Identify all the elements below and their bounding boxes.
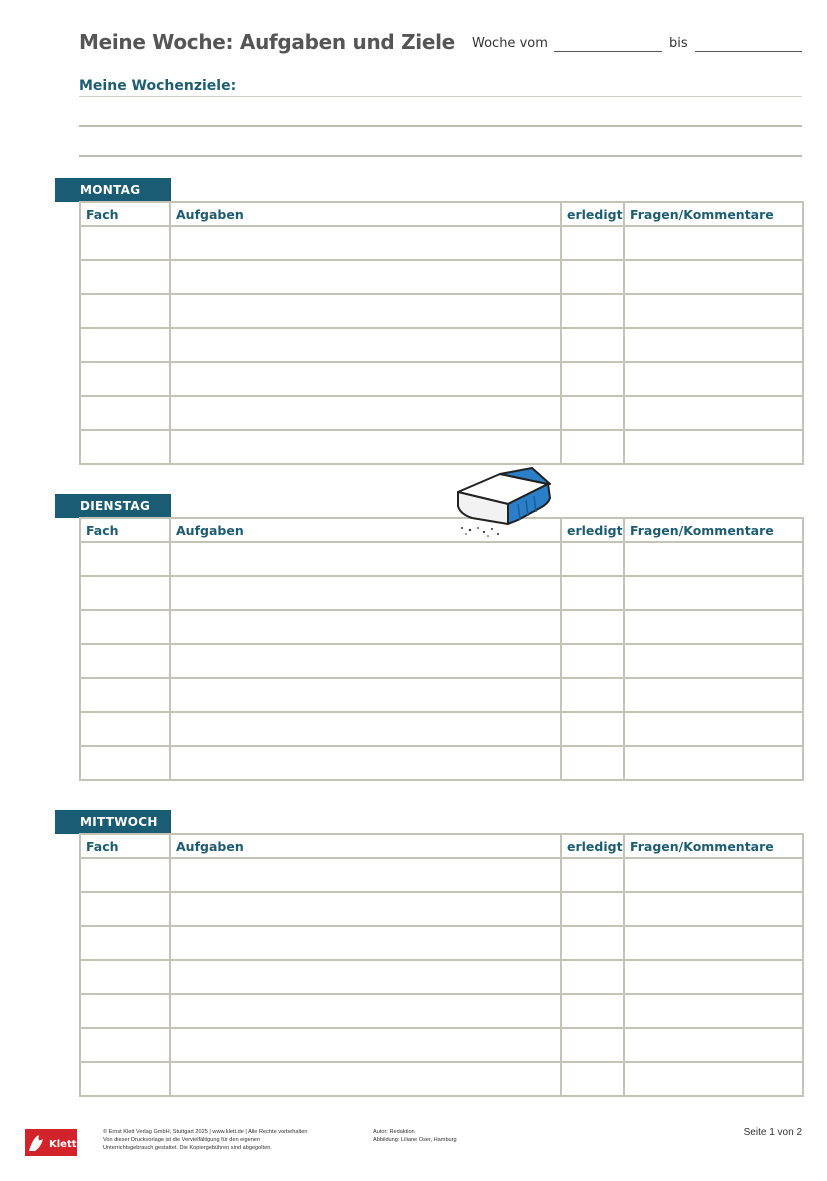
cell-aufgaben[interactable] — [170, 960, 561, 994]
cell-fach[interactable] — [80, 362, 170, 396]
cell-fach[interactable] — [80, 746, 170, 780]
goals-line-3[interactable] — [79, 155, 802, 157]
column-header-kommentare: Fragen/Kommentare — [624, 834, 803, 858]
week-to-label: bis — [669, 36, 688, 51]
cell-fach[interactable] — [80, 226, 170, 260]
table-row — [80, 1062, 803, 1096]
cell-aufgaben[interactable] — [170, 430, 561, 464]
table-row — [80, 960, 803, 994]
cell-fach[interactable] — [80, 858, 170, 892]
table-row — [80, 858, 803, 892]
table-row — [80, 644, 803, 678]
table-row — [80, 362, 803, 396]
column-header-erledigt: erledigt — [561, 834, 624, 858]
goals-line-1[interactable] — [79, 96, 802, 97]
column-header-kommentare: Fragen/Kommentare — [624, 202, 803, 226]
cell-kommentare[interactable] — [624, 960, 803, 994]
cell-aufgaben[interactable] — [170, 610, 561, 644]
cell-fach[interactable] — [80, 1028, 170, 1062]
cell-fach[interactable] — [80, 542, 170, 576]
cell-erledigt[interactable] — [561, 610, 624, 644]
cell-erledigt[interactable] — [561, 294, 624, 328]
cell-aufgaben[interactable] — [170, 892, 561, 926]
table-header-row — [80, 202, 803, 226]
table-row — [80, 430, 803, 464]
cell-aufgaben[interactable] — [170, 362, 561, 396]
cell-erledigt[interactable] — [561, 746, 624, 780]
table-row — [80, 576, 803, 610]
cell-fach[interactable] — [80, 644, 170, 678]
column-header-erledigt: erledigt — [561, 518, 624, 542]
day-tab-mittwoch: MITTWOCH — [55, 810, 171, 834]
table-row — [80, 260, 803, 294]
day-table-montag — [79, 201, 804, 465]
cell-fach[interactable] — [80, 430, 170, 464]
column-header-fach: Fach — [80, 518, 170, 542]
cell-kommentare[interactable] — [624, 712, 803, 746]
column-header-fach: Fach — [80, 202, 170, 226]
table-row — [80, 226, 803, 260]
klett-logo — [25, 1129, 77, 1156]
week-to-field[interactable] — [695, 51, 802, 52]
cell-fach[interactable] — [80, 260, 170, 294]
table-row — [80, 712, 803, 746]
cell-aufgaben[interactable] — [170, 644, 561, 678]
cell-aufgaben[interactable] — [170, 260, 561, 294]
cell-aufgaben[interactable] — [170, 994, 561, 1028]
column-header-erledigt: erledigt — [561, 202, 624, 226]
cell-erledigt[interactable] — [561, 644, 624, 678]
cell-aufgaben[interactable] — [170, 328, 561, 362]
cell-erledigt[interactable] — [561, 576, 624, 610]
cell-kommentare[interactable] — [624, 576, 803, 610]
day-tab-dienstag: DIENSTAG — [55, 494, 171, 518]
cell-kommentare[interactable] — [624, 396, 803, 430]
cell-fach[interactable] — [80, 892, 170, 926]
table-row — [80, 678, 803, 712]
cell-erledigt[interactable] — [561, 892, 624, 926]
column-header-kommentare: Fragen/Kommentare — [624, 518, 803, 542]
table-row — [80, 294, 803, 328]
cell-kommentare[interactable] — [624, 294, 803, 328]
column-header-aufgaben: Aufgaben — [170, 834, 561, 858]
footer-copyright-line-1: © Ernst Klett Verlag GmbH, Stuttgart 2025 | www.klett.de | Alle Rechte vorbehalten — [103, 1129, 308, 1135]
cell-fach[interactable] — [80, 610, 170, 644]
cell-erledigt[interactable] — [561, 430, 624, 464]
column-header-aufgaben: Aufgaben — [170, 202, 561, 226]
cell-kommentare[interactable] — [624, 328, 803, 362]
footer-copyright-line-3: Unterrichtsgebrauch gestattet. Die Kopiergebühren sind abgegolten. — [103, 1145, 272, 1151]
cell-kommentare[interactable] — [624, 1028, 803, 1062]
cell-fach[interactable] — [80, 994, 170, 1028]
cell-aufgaben[interactable] — [170, 226, 561, 260]
footer-illustration-credit: Abbildung: Liliane Oser, Hamburg — [373, 1137, 457, 1143]
cell-fach[interactable] — [80, 576, 170, 610]
cell-kommentare[interactable] — [624, 892, 803, 926]
footer-copyright-line-2: Von dieser Druckvorlage ist die Vervielfältigung für den eigenen — [103, 1137, 261, 1143]
day-tab-montag: MONTAG — [55, 178, 171, 202]
cell-kommentare[interactable] — [624, 430, 803, 464]
cell-aufgaben[interactable] — [170, 926, 561, 960]
cell-erledigt[interactable] — [561, 926, 624, 960]
table-row — [80, 542, 803, 576]
cell-aufgaben[interactable] — [170, 294, 561, 328]
page-number: Seite 1 von 2 — [743, 1127, 802, 1138]
cell-erledigt[interactable] — [561, 260, 624, 294]
goals-line-2[interactable] — [79, 125, 802, 127]
cell-aufgaben[interactable] — [170, 1028, 561, 1062]
cell-kommentare[interactable] — [624, 926, 803, 960]
table-row — [80, 994, 803, 1028]
cell-kommentare[interactable] — [624, 858, 803, 892]
table-header-row — [80, 834, 803, 858]
cell-erledigt[interactable] — [561, 542, 624, 576]
cell-fach[interactable] — [80, 926, 170, 960]
cell-fach[interactable] — [80, 678, 170, 712]
table-row — [80, 926, 803, 960]
cell-kommentare[interactable] — [624, 610, 803, 644]
cell-aufgaben[interactable] — [170, 712, 561, 746]
cell-erledigt[interactable] — [561, 712, 624, 746]
column-header-aufgaben: Aufgaben — [170, 518, 561, 542]
cell-erledigt[interactable] — [561, 1062, 624, 1096]
cell-erledigt[interactable] — [561, 396, 624, 430]
table-header-row — [80, 518, 803, 542]
week-from-label: Woche vom — [472, 36, 548, 51]
week-from-field[interactable] — [554, 51, 662, 52]
footer-author: Autor: Redaktion — [373, 1129, 415, 1135]
cell-aufgaben[interactable] — [170, 678, 561, 712]
cell-erledigt[interactable] — [561, 678, 624, 712]
cell-kommentare[interactable] — [624, 746, 803, 780]
cell-kommentare[interactable] — [624, 678, 803, 712]
cell-kommentare[interactable] — [624, 226, 803, 260]
cell-erledigt[interactable] — [561, 960, 624, 994]
cell-kommentare[interactable] — [624, 362, 803, 396]
cell-fach[interactable] — [80, 396, 170, 430]
cell-fach[interactable] — [80, 960, 170, 994]
table-row — [80, 746, 803, 780]
cell-erledigt[interactable] — [561, 858, 624, 892]
cell-kommentare[interactable] — [624, 644, 803, 678]
cell-aufgaben[interactable] — [170, 858, 561, 892]
day-table-dienstag — [79, 517, 804, 781]
table-row — [80, 328, 803, 362]
cell-aufgaben[interactable] — [170, 1062, 561, 1096]
cell-aufgaben[interactable] — [170, 576, 561, 610]
day-table-mittwoch — [79, 833, 804, 1097]
cell-kommentare[interactable] — [624, 994, 803, 1028]
cell-aufgaben[interactable] — [170, 542, 561, 576]
page-title: Meine Woche: Aufgaben und Ziele — [79, 30, 455, 54]
cell-erledigt[interactable] — [561, 226, 624, 260]
table-row — [80, 396, 803, 430]
cell-aufgaben[interactable] — [170, 396, 561, 430]
eraser-illustration — [450, 462, 560, 542]
cell-fach[interactable] — [80, 712, 170, 746]
goals-label: Meine Wochenziele: — [79, 78, 237, 94]
column-header-fach: Fach — [80, 834, 170, 858]
cell-erledigt[interactable] — [561, 1028, 624, 1062]
cell-erledigt[interactable] — [561, 328, 624, 362]
cell-kommentare[interactable] — [624, 1062, 803, 1096]
cell-fach[interactable] — [80, 294, 170, 328]
cell-kommentare[interactable] — [624, 260, 803, 294]
cell-aufgaben[interactable] — [170, 746, 561, 780]
table-row — [80, 1028, 803, 1062]
cell-erledigt[interactable] — [561, 994, 624, 1028]
cell-kommentare[interactable] — [624, 542, 803, 576]
cell-erledigt[interactable] — [561, 362, 624, 396]
table-row — [80, 892, 803, 926]
cell-fach[interactable] — [80, 328, 170, 362]
table-row — [80, 610, 803, 644]
cell-fach[interactable] — [80, 1062, 170, 1096]
logo-text: Klett — [49, 1139, 77, 1150]
